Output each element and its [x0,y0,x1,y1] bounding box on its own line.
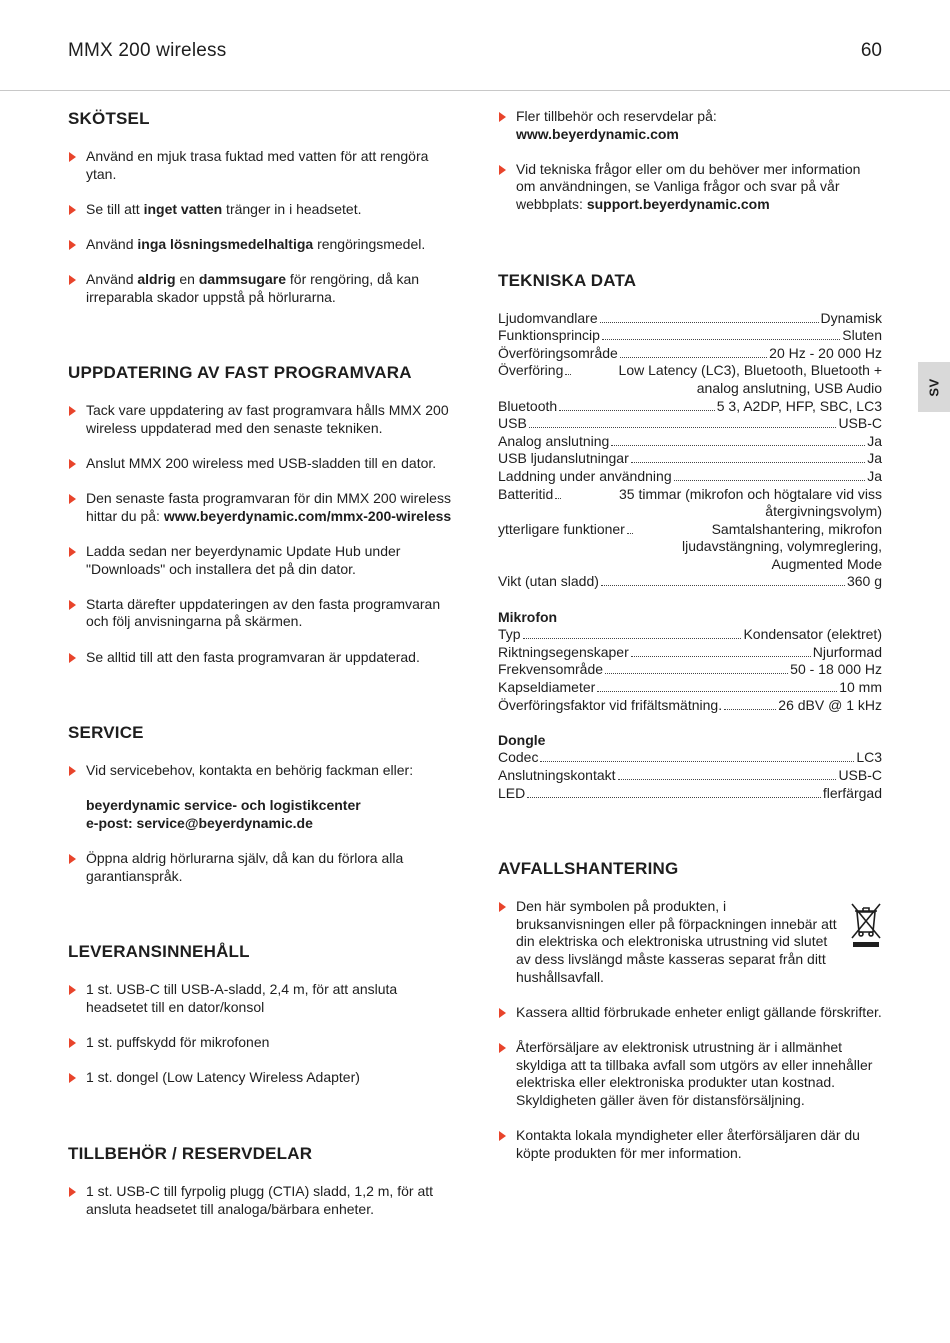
spec-value: Kondensator (elektret) [743,626,882,643]
service-list [68,762,458,780]
service-contact [68,797,458,832]
dot-leader [674,468,866,481]
spec-row [498,767,882,785]
spec-value: Njurformad [812,643,882,660]
section-heading-leverans: LEVERANSINNEHÅLL [68,942,250,962]
avfall-block [498,898,882,986]
spec-label: Laddning under användning [498,467,672,484]
spec-value: flerfärgad [822,784,882,801]
spec-label: Bluetooth [498,397,558,414]
spec-label: LED [498,784,526,801]
spec-row [498,521,882,574]
list-item: Starta därefter uppdateringen av den fasta programvaran och följ anvisningarna på skärmen. [68,596,458,631]
dot-leader [527,785,821,798]
spec-row [498,697,882,715]
support-link[interactable]: support.beyerdynamic.com [586,195,770,212]
spec-row [498,749,882,767]
spec-subheading-mikrofon: Mikrofon [498,608,558,625]
dot-leader [555,486,561,499]
section-heading-tillbehor: TILLBEHÖR / RESERVDELAR [68,1143,313,1163]
list-item: Fler tillbehör och reservdelar på: www.beyerdynamic.com [498,108,882,143]
spec-label: Riktningsegenskaper [498,643,629,660]
right-column [498,108,882,1180]
spec-value: 20 Hz - 20 000 Hz [769,344,882,361]
page-header [0,0,950,91]
tillbehor-list [68,1183,458,1218]
spec-label: ytterligare funktioner [498,520,625,537]
list-item: 1 st. puffskydd för mikrofonen [68,1034,458,1052]
spec-value: 5 3, A2DP, HFP, SBC, LC3 [716,397,882,414]
spec-label: Ljudomvandlare [498,309,598,326]
spec-value: 50 - 18 000 Hz [790,661,882,678]
list-item: Se alltid till att den fasta programvaran är uppdaterad. [68,649,458,667]
spec-value: Ja [867,450,882,467]
dot-leader [597,679,837,692]
spec-table-mikrofon [498,626,882,714]
spec-label: Typ [498,626,521,643]
dot-leader [724,697,776,710]
dot-leader [540,749,854,762]
page-number: 60 [860,40,882,61]
section-heading-skotsel: SKÖTSEL [68,109,150,128]
list-item: Ladda sedan ner beyerdynamic Update Hub under "Downloads" och installera det på din dator. [68,543,458,578]
list-item: Vid tekniska frågor eller om du behöver mer information om användningen, se Vanliga frågor och svar på vår webbplats: support.beyerdynamic.com [498,161,882,214]
spec-value: 26 dBV @ 1 kHz [778,696,882,713]
spec-label: Överföringsfaktor vid frifältsmätning. [498,696,723,713]
dot-leader [559,398,715,411]
list-item: Kontakta lokala myndigheter eller återförsäljaren där du köpte produkten för mer information. [498,1127,882,1162]
skotsel-list [68,148,458,306]
dot-leader [631,644,811,657]
dot-leader [600,310,819,323]
list-item: Se till att inget vatten tränger in i headsetet. [68,201,458,219]
spec-row [498,398,882,416]
section-heading-tekniska: TEKNISKA DATA [498,270,637,290]
language-tab-label: SV [926,377,942,397]
spec-value: Low Latency (LC3), Bluetooth, Bluetooth + analog anslutning, USB Audio [618,362,882,396]
list-item: Använd en mjuk trasa fuktad med vatten för att rengöra ytan. [68,148,458,183]
spec-value: Ja [867,467,882,484]
dot-leader [602,327,840,340]
spec-row [498,679,882,697]
spec-row [498,310,882,328]
spec-value: Sluten [842,327,882,344]
list-item: Återförsäljare av elektronisk utrustning är i allmänhet skyldiga att ta tillbaka avfall som utgörs av eller innehåller elektriska eller elektroniska produkter utan kostnad. Skyldigheten gäller även för distansförsäljning. [498,1039,882,1109]
spec-row [498,486,882,521]
spec-value: 360 g [846,573,882,590]
weee-crossed-bin-icon [850,902,882,948]
accessories-info-list [498,108,882,214]
service-center-name: beyerdynamic service- och logistikcenter [86,797,361,814]
spec-label: Codec [498,749,539,766]
dot-leader [631,450,865,463]
section-heading-avfall: AVFALLSHANTERING [498,859,679,879]
dot-leader [601,573,845,586]
list-item: 1 st. USB-C till USB-A-sladd, 2,4 m, för att ansluta headsetet till en dator/konsol [68,981,458,1016]
list-item: Kassera alltid förbrukade enheter enligt gällande förskrifter. [498,1004,882,1022]
spec-row [498,644,882,662]
spec-row [498,415,882,433]
language-tab [918,362,950,412]
spec-label: Anslutningskontakt [498,767,616,783]
spec-value: LC3 [856,749,882,766]
spec-label: Funktionsprincip [498,327,600,344]
leverans-list [68,981,458,1087]
spec-label: Vikt (utan sladd) [498,573,599,590]
section-heading-uppdatering: UPPDATERING AV FAST PROGRAMVARA [68,363,412,383]
spec-label: Batteritid [498,485,554,502]
avfall-list [498,898,838,986]
left-column [68,108,458,1236]
dot-leader [627,521,633,534]
dot-leader [611,433,865,446]
spec-label: Analog anslutning [498,432,610,449]
spec-value: Ja [867,432,882,449]
spec-label: USB [498,415,527,432]
spec-row [498,468,882,486]
spec-table-dongle [498,749,882,802]
spec-label: USB ljudanslutningar [498,450,629,467]
list-item: Öppna aldrig hörlurarna själv, då kan du förlora alla garantianspråk. [68,850,458,885]
spec-label: Överföring [498,362,564,379]
list-item: Vid servicebehov, kontakta en behörig fackman eller: [68,762,458,780]
list-item: Använd aldrig en dammsugare för rengöring, då kan irreparabla skador uppstå på hörlurarna. [68,271,458,306]
dot-leader [523,626,742,639]
dot-leader [620,345,767,358]
dot-leader [605,661,788,674]
firmware-link[interactable]: www.beyerdynamic.com/mmx-200-wireless [163,507,452,524]
list-item: Den här symbolen på produkten, i bruksanvisningen eller på förpackningen innebär att din elektriska och elektroniska utrustning vid slutet av dess livslängd måste kasseras separat från ditt hushållsavfall. [498,898,838,986]
list-item: Den senaste fasta programvaran för din MMX 200 wireless hittar du på: www.beyerdynamic.com/mmx-200-wireless [68,490,458,525]
dot-leader [618,767,837,780]
list-item: Använd inga lösningsmedelhaltiga rengöringsmedel. [68,236,458,254]
spec-value: Samtalshantering, mikrofon ljudavstängning, volymreglering, Augmented Mode [682,520,882,572]
spec-row [498,327,882,345]
list-item: 1 st. USB-C till fyrpolig plugg (CTIA) sladd, 1,2 m, för att ansluta headsetet till analoga/bärbara enheter. [68,1183,458,1218]
spec-value: 35 timmar (mikrofon och högtalare vid viss återgivningsvolym) [619,485,882,520]
list-item: 1 st. dongel (Low Latency Wireless Adapter) [68,1069,458,1087]
spec-row [498,450,882,468]
spec-row [498,785,882,803]
website-link[interactable]: www.beyerdynamic.com [516,125,679,142]
spec-label: Kapseldiameter [498,679,596,696]
spec-row [498,345,882,363]
spec-value: USB-C [838,415,882,432]
spec-row [498,362,882,397]
spec-row [498,626,882,644]
list-item: Tack vare uppdatering av fast programvara hålls MMX 200 wireless uppdaterad med den senaste tekniken. [68,402,458,437]
dot-leader [565,362,571,375]
dot-leader [529,415,837,428]
spec-row [498,573,882,591]
uppdatering-list [68,402,458,666]
spec-subheading-dongle: Dongle [498,731,546,748]
spec-row [498,433,882,451]
spec-value: Dynamisk [820,309,882,326]
document-title: MMX 200 wireless [68,40,227,61]
spec-label: Frekvensområde [498,661,604,678]
spec-label: Överföringsområde [498,344,618,361]
section-heading-service: SERVICE [68,723,144,743]
spec-value: USB-C [838,767,882,783]
spec-row [498,661,882,679]
service-email[interactable]: e-post: service@beyerdynamic.de [86,815,313,832]
spec-value: 10 mm [839,679,882,696]
spec-table [498,310,882,592]
avfall-list-2 [498,1004,882,1162]
list-item: Anslut MMX 200 wireless med USB-sladden till en dator. [68,455,458,473]
service-list-2 [68,850,458,885]
